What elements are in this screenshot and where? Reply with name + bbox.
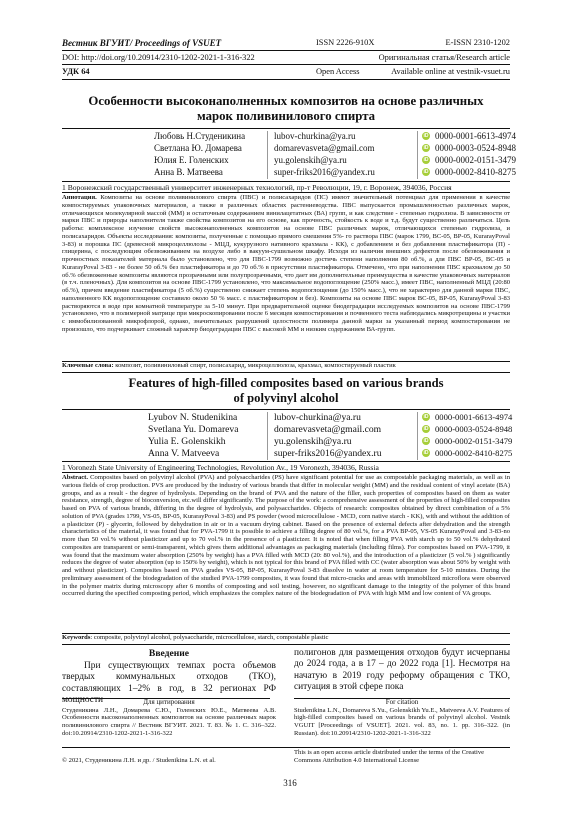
en-author-orcid[interactable]: 0000-0003-0524-8948: [435, 424, 513, 434]
orcid-icon: iD: [423, 145, 429, 151]
journal-title: Вестник ВГУИТ/ Proceedings of VSUET: [62, 38, 222, 48]
orcid-icon: iD: [423, 426, 429, 432]
ru-authors: [62, 131, 516, 179]
ru-author-name: Светлана Ю. Домарева: [154, 143, 242, 153]
en-authors: [62, 412, 513, 460]
en-author-email[interactable]: yu.golenskih@ya.ru: [274, 436, 352, 447]
en-title-line-1: Features of high-filled composites based on various brands: [128, 376, 444, 390]
available-online-link[interactable]: Available online at vestnik-vsuet.ru: [391, 67, 510, 76]
citation-ru-heading: Для цитирования: [143, 698, 195, 706]
en-affiliation: 1 Voronezh State University of Engineering Technologies, Revolution Av., 19 Voronezh, 394036, Russia: [62, 463, 379, 472]
orcid-icon: iD: [423, 414, 429, 420]
header-row-2: [62, 53, 510, 62]
citation-ru-text: Студеникина Л.Н., Домарева С.Ю., Голенских Ю.Е., Матвеева А.В. Особенности высоконаполненных композитов на основе различных марок поливинилового спирта // Вестник ВГУИТ. 2021. Т. 83. № 1. С. 316–322. doi:10.20914/2310-1202-2021-1-316-322: [62, 706, 276, 737]
ru-author-row: [62, 167, 516, 178]
page-number: 316: [283, 778, 297, 788]
license-notice[interactable]: This is an open access article distributed under the terms of the Creative Commons Attribution 4.0 International License: [294, 749, 485, 764]
article-type: Оригинальная статья/Research article: [378, 53, 510, 62]
ru-author-name: Юлия Е. Голенских: [154, 155, 229, 165]
citation-en: [294, 699, 510, 738]
ru-author-row: [62, 155, 516, 166]
en-author-name: Anna V. Matveeva: [148, 448, 220, 459]
intro-right-column: полигонов для размещения отходов будут исчерпаны до 2024 года, а в 17 – до 2022 года [1]. Несмотря на начатую в 2019 году реформу обращения с ТКО, ситуация в этой сфере пока: [294, 648, 510, 692]
ru-title-line-1: Особенности высоконаполненных композитов на основе различных: [88, 94, 484, 108]
ru-author-email[interactable]: yu.golenskih@ya.ru: [274, 155, 347, 165]
en-title-rule: [62, 409, 510, 410]
intro-left-column: При существующих темпах роста объемов твердых коммунальных отходов (ТКО), составляющих 1–2% в год, в 32 регионах РФ мощности: [62, 661, 276, 705]
en-keywords-text: : composite, polyvinyl alcohol, polysaccharide, microcellulose, starch, compostable plastic: [90, 634, 329, 641]
ru-keywords-text: композит, поливиниловый спирт, полисахарид, микроцеллюлоза, крахмал, компостируемый пластик: [113, 362, 396, 369]
copyright: © 2021, Студеникина Л.Н. и др. / Studenikina L.N. et al.: [62, 757, 216, 764]
citation-en-text: Studenikina L.N., Domareva S.Yu., Golenskikh Yu.E., Matveeva A.V. Features of high-filled composites based on various brands of polyvinyl alcohol. Vestnik VGUIT [Proceedings of VSUET]. 2021. vol. 83, no. 1. pp. 316–322. (in Russian). doi:10.20914/2310-1202-2021-1-316-322: [294, 706, 510, 737]
en-author-row: [62, 424, 513, 435]
orcid-icon: iD: [423, 133, 429, 139]
ru-affiliation: 1 Воронежский государственный университет инженерных технологий, пр-т Революции, 19, г. Воронеж, 394036, Россия: [62, 183, 452, 192]
ru-author-email[interactable]: domarevasveta@gmail.com: [274, 143, 375, 153]
en-author-name: Svetlana Yu. Domareva: [148, 424, 239, 435]
en-keywords: [62, 634, 510, 642]
ru-author-orcid[interactable]: 0000-0003-0524-8948: [435, 143, 516, 153]
ru-author-email[interactable]: lubov-churkina@ya.ru: [274, 131, 356, 141]
ru-authors-rule: [62, 181, 510, 182]
en-author-email[interactable]: domarevasveta@gmail.com: [274, 424, 382, 435]
ru-author-name: Любовь Н.Студеникина: [154, 131, 246, 141]
en-author-orcid[interactable]: 0000-0002-0151-3479: [435, 436, 513, 446]
ru-affiliation-rule: [62, 192, 510, 193]
header-rule-2: [62, 64, 510, 65]
ru-author-orcid[interactable]: 0000-0002-8410-8275: [435, 167, 516, 177]
ru-keywords-rule: [62, 372, 510, 373]
ru-author-row: [62, 131, 516, 142]
ru-author-name: Анна В. Матвеева: [154, 167, 223, 177]
header-row-3: [62, 67, 510, 76]
header-row-1: [62, 38, 510, 48]
en-author-email[interactable]: lubov-churkina@ya.ru: [274, 412, 361, 423]
ru-keywords: [62, 362, 510, 370]
ru-abstract-label: Аннотация.: [62, 194, 97, 201]
en-keywords-rule: [62, 644, 510, 645]
en-author-row: [62, 412, 513, 423]
ru-author-row: [62, 143, 516, 154]
ru-author-email[interactable]: super-friks2016@yandex.ru: [274, 167, 375, 177]
ru-abstract: [62, 194, 510, 334]
orcid-icon: iD: [423, 438, 429, 444]
ru-abstract-text: Композиты на основе поливинилового спирта (ПВС) и полисахаридов (ПС) имеют значительный потенциал для применения в качестве компостируемых упаковочных материалов, а также в различных областях растениеводства. ПВС выпускается промышленностью различных марок, отличающихся молекулярной массой (ММ) и остаточным содержанием винилацетатных (ВА) групп, и как следствие - степенью гидролиза. В зависимости от марки ПВС и природы наполнителя также свойства композитов на его основе, как прочность, стойкость к воде и т.д. будут существенно различаться. Цель работы: комплексное изучение свойств высоконаполненных композитов на основе ПВС различных марок, отличающихся степенью гидролиза, и полисахаридов. Объекты исследования: композиты, полученные с помощью прямого смешения 5%- го раствора ПВС (марок 1799, ВС-05, ВР-05, KurarayPoval 3-83) и порошка ПС (древесной микроцеллюлозы - МЦД, кукурузного нативного крахмала - КК), с добавлением и без добавления пластификатора (П) - глицерина, с последующим обезвоживанием на воздухе либо в вакуум-сушильном шкафу. Исходя из наличия внешних дефектов после обезвоживания и прочностных показателей материала было установлено, что для ПВС-1799 возможно достичь степени наполнения 80 об.%, а для ПВС ВР-05, ВС-05 и KurarayPoval 3-83 - не более 50 об.% без пластификатора и до 70 об.% в присутствии пластификатора. Отмечено, что при наполнении ПВС крахмалом до 50 об.% обезвоженные композиты являются прозрачными или полупрозрачными, что дает им дополнительные преимущества в качестве упаковочных материалов (в т.ч. пленочных). Для композитов на основе ПВС-1799 установлено, что максимальное водопоглощение (250% масс.), имеет ПВС, наполненный МЦД (20:80 об.%), причем введение пластификатора (5 об.%) существенно снижает степень водопоглощения (до 150% масс.), что не характерно для данной марки ПВС, наполненного КК водопоглощение составило около 50 % масс. с пластификатором и без). Композиты на основе ПВС марок ВС-05, ВР-05, KurarayPoval 3-83 растворяются в воде при комнатной температуре за 5-10 минут. При предварительной оценке биодеградации исследуемых композитов на основе ПВС-1799 установлено, что в полимерной матрице при микроскопировании после 6 месяцев компостирования и почвенного теста наблюдались микротрещины и участки с иммобилизованной микрофлорой, однако, значительных разрушений целостности полимера данной марки за указанный период компостирования не произошло, что подчеркивает сложный характер биодеградации ПВС с высокой ММ и низким содержанием ВА-групп.: [62, 194, 510, 333]
ru-title-rule: [62, 128, 510, 129]
udk: УДК 64: [62, 67, 90, 76]
doi-link[interactable]: DOI: http://doi.org/10.20914/2310-1202-2021-1-316-322: [62, 53, 255, 62]
orcid-icon: iD: [423, 157, 429, 163]
en-title-line-2: of polyvinyl alcohol: [233, 391, 339, 405]
footer-rule: [62, 747, 510, 748]
en-abstract-label: Abstract.: [62, 474, 88, 481]
header-rule-1: [62, 50, 510, 51]
ru-keywords-label: Ключевые слова:: [62, 362, 114, 369]
open-access: Open Access: [316, 67, 360, 76]
eissn: E-ISSN 2310-1202: [445, 38, 510, 47]
orcid-icon: iD: [423, 169, 429, 175]
ru-title-line-2: марок поливинилового спирта: [196, 109, 376, 123]
en-author-row: [62, 436, 513, 447]
ru-author-orcid[interactable]: 0000-0002-0151-3479: [435, 155, 516, 165]
en-author-name: Yulia E. Golenskikh: [148, 436, 226, 447]
en-abstract-text: Composites based on polyvinyl alcohol (PVA) and polysaccharides (PS) have significant potential for use as compostable packaging materials, as well as in various fields of crop production. PVS are produced by the industry of various brands that differ in molecular weight (MM) and the residual content of vinyl acetate (BA) groups, and as a result - the degree of hydrolysis. Depending on the brand of PVA and the nature of the filler, such properties of composites based on them as water resistance, strength, degree of bioconversion, etc.will differ significantly. The purpose of the work: a comprehensive assessment of the properties of high-filled composites based on PVA of various brands, differing in the degree of hydrolysis, and polysaccharides. Objects of research: composites obtained by direct combination of a 5% solution of PVA (grades 1799, VS-05, BP-05, KurarayPoval 3-83) and PS powder (wood microcellulose - MCD, corn native starch - KK), with and without the addition of a plasticizer (P) - glycerin, followed by dehydration in air or in a vacuum drying cabinet. Based on the presence of external defects after dehydration and the strength characteristics of the material, it was found that for PVA-1799 it is possible to achieve a filling degree of 80 vol.%, for a PVA BP-05, VS-05 KurarayPoval and 3-83-no more than 50 vol.% without plasticizer and up to 70 vol.% in the presence of a plasticizer. It is noted that when filling PVA with starch up to 50 vol.% dehydrated composites are transparent or semi-transparent, which gives them additional advantages as packaging materials (including films). For composites based on PVA-1799, it was found that the maximum water absorption (250% by weight) has a PVA filled with MCD (20: 80 vol.%), and the introduction of a plasticizer (5 vol.% ) significantly reduces the degree of water absorption (up to 150% by weight), which is not typical for this brand of PVA filled with CC (water absorption was about 50% by weight with and without plasticizer). Composites based on PVA grades VS-05, BP-05, KurarayPoval 3-83 dissolve in water at room temperature for 5-10 minutes. During the preliminary assessment of the biodegradation of the studied PVA-1799 composites, it was found that micro-cracks and areas with immobilized microflora were observed in the polymer matrix during microscopy after 6 months of composting and soil testing, however, no significant damage to the integrity of the polymer of this brand occurred during the specified composting period, which emphasizes the complex nature of the biodegradation of PVA with high MM and low content of VA groups.: [62, 474, 510, 598]
intro-heading: Введение: [148, 648, 190, 659]
en-authors-rule: [62, 461, 510, 462]
ru-author-orcid[interactable]: 0000-0001-6613-4974: [435, 131, 516, 141]
en-author-name: Lyubov N. Studenikina: [148, 412, 238, 423]
citation-en-heading: For citation: [385, 698, 419, 706]
citation-ru: [62, 699, 276, 738]
en-author-orcid[interactable]: 0000-0001-6613-4974: [435, 412, 513, 422]
en-keywords-label: Keywords: [62, 634, 91, 641]
en-author-email[interactable]: super-friks2016@yandex.ru: [274, 448, 382, 459]
en-affiliation-rule: [62, 472, 510, 473]
en-author-row: [62, 448, 513, 459]
en-title: [62, 376, 510, 406]
ru-title: [62, 94, 510, 124]
orcid-icon: iD: [423, 450, 429, 456]
header-rule-3: [62, 79, 510, 80]
issn: ISSN 2226-910X: [316, 38, 375, 47]
en-abstract: [62, 474, 510, 598]
en-author-orcid[interactable]: 0000-0002-8410-8275: [435, 448, 513, 458]
